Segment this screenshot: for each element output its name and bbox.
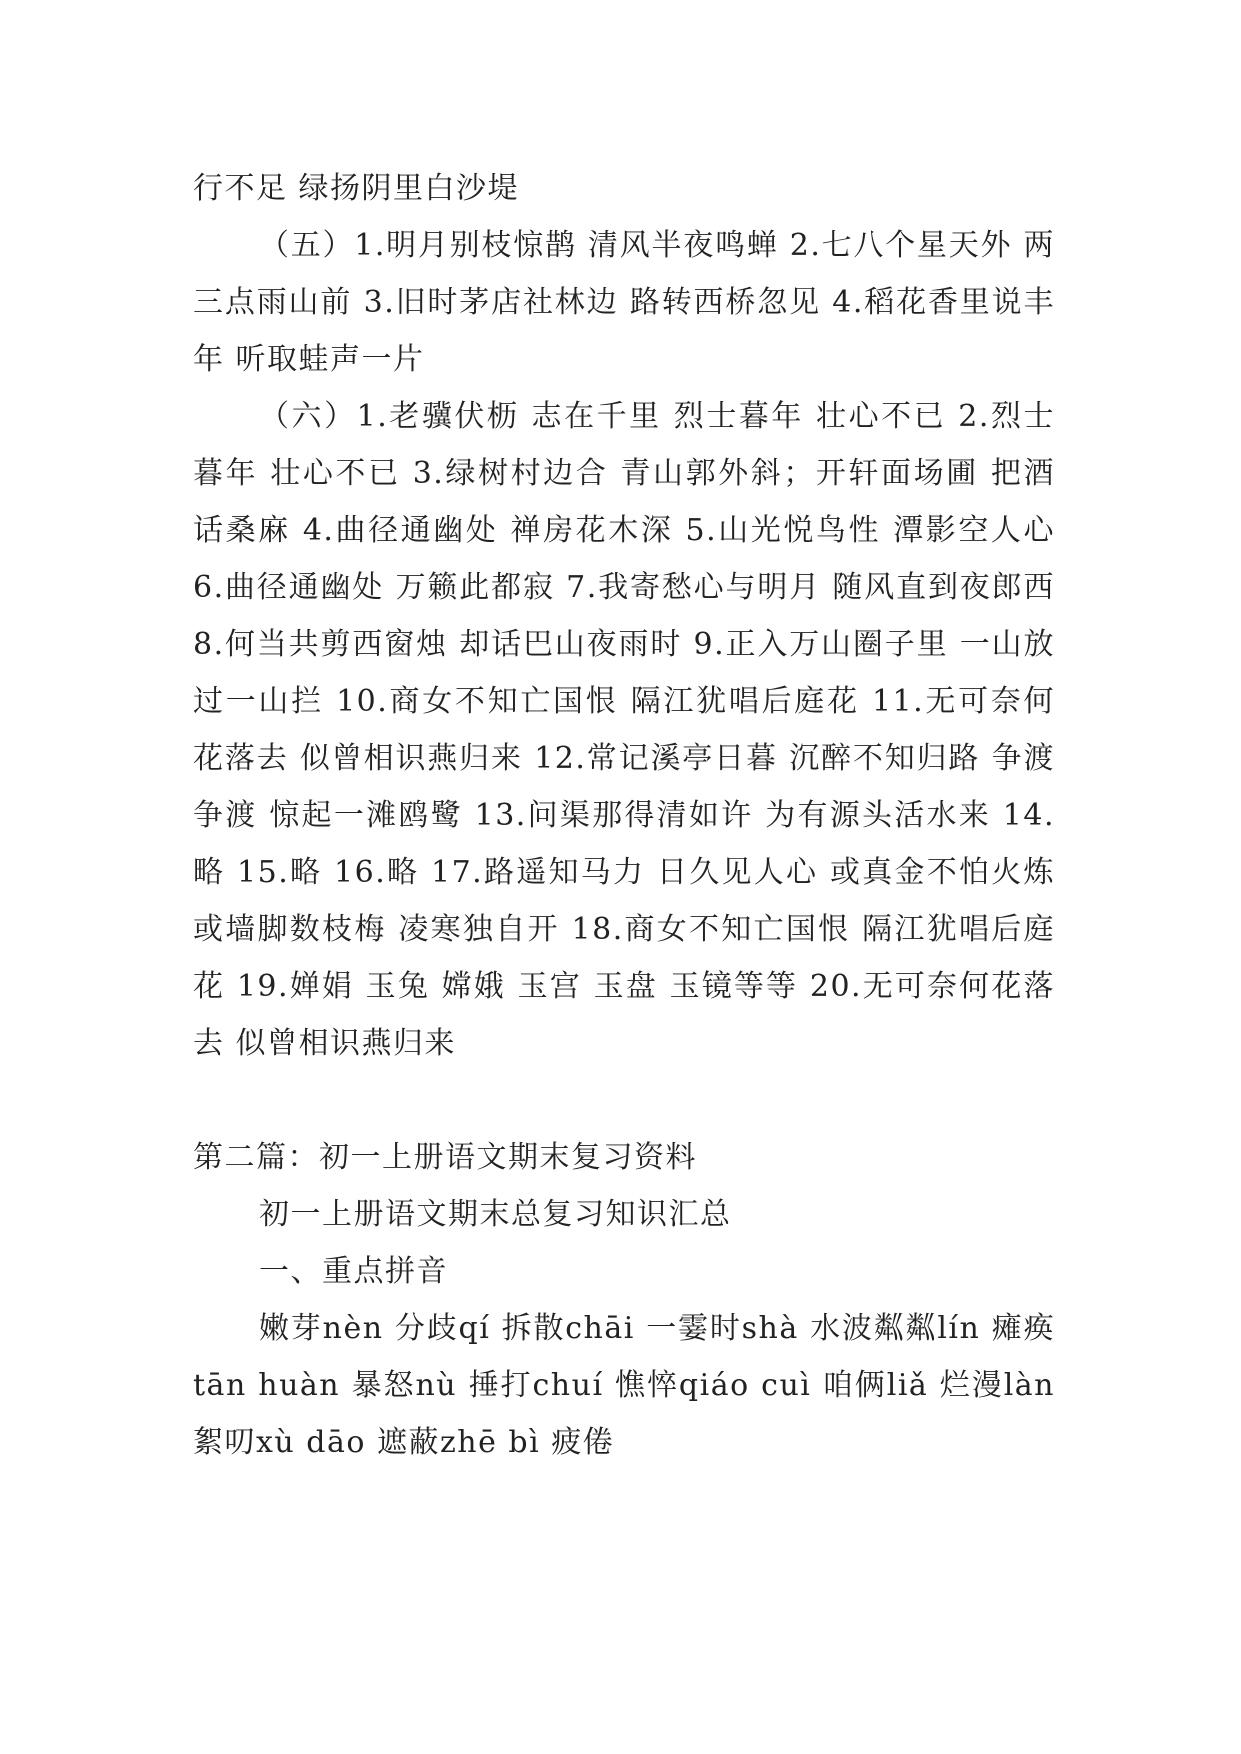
paragraph-gap (193, 1072, 1055, 1129)
paragraph-continuation: 行不足 绿扬阴里白沙堤 (193, 171, 520, 206)
pinyin-paragraph: 嫩芽nèn 分歧qí 拆散chāi 一霎时shà 水波粼粼lín 瘫痪tān huàn 暴怒nù 捶打chuí 憔悴qiáo cuì 咱俩liǎ 烂漫làn 絮叨xù dāo 遮蔽zhē bì 疲倦 (193, 1311, 1055, 1460)
document-content (193, 160, 1055, 1471)
paragraph-section-five: （五）1.明月别枝惊鹊 清风半夜鸣蝉 2.七八个星天外 两三点雨山前 3.旧时茅店社林边 路转西桥忽见 4.稻花香里说丰年 听取蛙声一片 (193, 228, 1055, 377)
paragraph-section-six: （六）1.老骥伏枥 志在千里 烈士暮年 壮心不已 2.烈士暮年 壮心不已 3.绿树村边合 青山郭外斜；开轩面场圃 把酒话桑麻 4.曲径通幽处 禅房花木深 5.山光悦鸟性 潭影空人心 6.曲径通幽处 万籁此都寂 7.我寄愁心与明月 随风直到夜郎西 8.何当共剪西窗烛 却话巴山夜雨时 9.正入万山圈子里 一山放过一山拦 10.商女不知亡国恨 隔江犹唱后庭花 11.无可奈何花落去 似曾相识燕归来 12.常记溪亭日暮 沉醉不知归路 争渡 争渡 惊起一滩鸥鹭 13.问渠那得清如许 为有源头活水来 14.略 15.略 16.略 17.路遥知马力 日久见人心 或真金不怕火炼 或墙脚数枝梅 凌寒独自开 18.商女不知亡国恨 隔江犹唱后庭花 19.婵娟 玉兔 嫦娥 玉宫 玉盘 玉镜等等 20.无可奈何花落去 似曾相识燕归来 (193, 399, 1055, 1061)
section-subheading: 一、重点拼音 (259, 1254, 448, 1289)
section-title: 第二篇：初一上册语文期末复习资料 (193, 1140, 697, 1175)
section-subtitle: 初一上册语文期末总复习知识汇总 (259, 1197, 732, 1232)
